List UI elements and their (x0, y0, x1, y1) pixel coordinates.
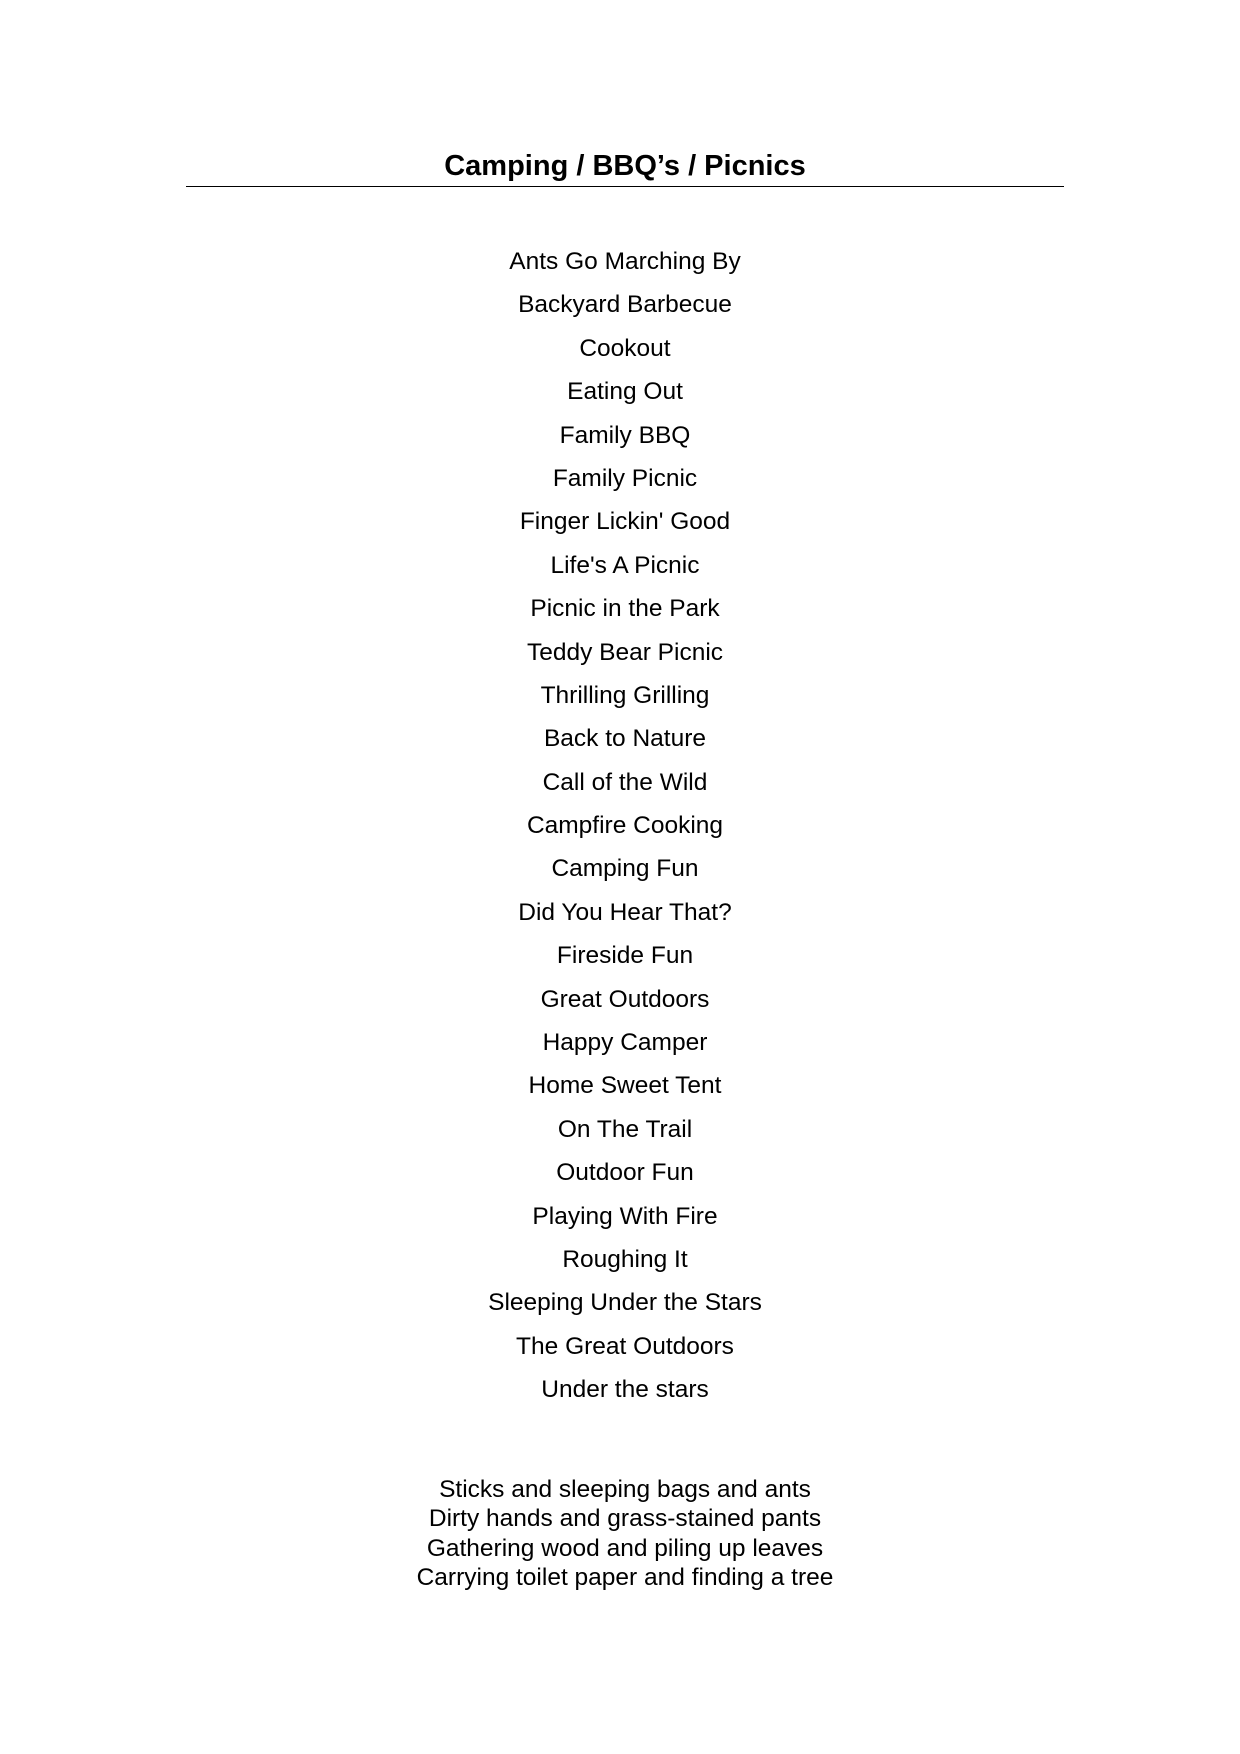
poem-stanza (186, 1475, 1064, 1592)
poem-line: Carrying toilet paper and finding a tree (416, 1563, 834, 1591)
list-item: Playing With Fire (532, 1202, 718, 1230)
list-item: Eating Out (567, 378, 683, 406)
list-item: Call of the Wild (542, 768, 708, 796)
title-ideas-list (186, 240, 1064, 1412)
list-item: Under the stars (541, 1376, 709, 1404)
poem-line: Gathering wood and piling up leaves (426, 1534, 824, 1562)
list-item: Great Outdoors (540, 985, 710, 1013)
list-item: On The Trail (557, 1115, 693, 1143)
list-item: Fireside Fun (556, 942, 694, 970)
poem-line: Sticks and sleeping bags and ants (439, 1476, 811, 1503)
list-item: Outdoor Fun (556, 1159, 694, 1187)
list-item: Did You Hear That? (518, 898, 732, 926)
list-item: Back to Nature (543, 725, 707, 753)
poem-line: Dirty hands and grass-stained pants (428, 1505, 822, 1533)
list-item: Happy Camper (542, 1029, 708, 1057)
list-item: Backyard Barbecue (518, 291, 732, 319)
list-item: Sleeping Under the Stars (488, 1289, 762, 1317)
list-item: Picnic in the Park (530, 595, 720, 623)
list-item: Camping Fun (551, 855, 699, 883)
list-item: Family BBQ (559, 421, 691, 449)
list-item: Cookout (579, 334, 671, 362)
list-item: Campfire Cooking (526, 812, 724, 840)
list-item: Ants Go Marching By (509, 248, 741, 275)
list-item: Home Sweet Tent (528, 1072, 722, 1100)
list-item: Finger Lickin' Good (519, 508, 731, 536)
list-item: Family Picnic (552, 464, 698, 492)
list-item: The Great Outdoors (516, 1332, 734, 1360)
list-item: Life's A Picnic (550, 551, 700, 579)
list-item: Teddy Bear Picnic (526, 638, 724, 666)
page-title: Camping / BBQ’s / Picnics (444, 150, 806, 182)
title-underline (186, 186, 1064, 187)
list-item: Roughing It (562, 1245, 688, 1273)
list-item: Thrilling Grilling (540, 681, 710, 709)
